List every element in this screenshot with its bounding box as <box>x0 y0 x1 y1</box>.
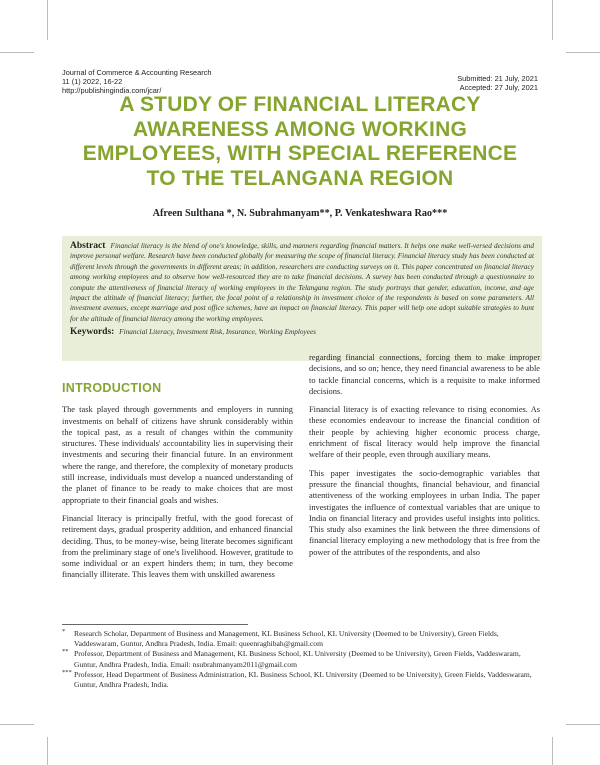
left-column <box>62 352 293 588</box>
footnote <box>62 670 540 690</box>
author-list: Afreen Sulthana *, N. Subrahmanyam**, P. Venkateshwara Rao*** <box>152 208 448 219</box>
accepted-date: Accepted: 27 July, 2021 <box>459 83 538 92</box>
paragraph: The task played through governments and employers in running investments on behalf of citizens have shrunk considerably within the topical past, as a result of changes within the community structures. These individuals' accountability lies in supervising their investments and securing their financial future. In an environment where the range, and therefore, the complexity of monetary products still increase, individuals must develop a nuanced understanding of the planet of finance to be ready to make choices that are most appropriate to their financial goals and wishes. <box>62 405 293 505</box>
keywords-text: Financial Literacy, Investment Risk, Insurance, Working Employees <box>119 328 316 337</box>
paragraph: Financial literacy is principally fretful, with the good forecast of retirement days, gradual prosperity addition, and enhanced financial deciding. Thus, to be money-wise, being literate becomes significant from the preliminary stage of one's livelihood. However, gratitude to some individual or an expert hinders them; in turn, they become financially illiterate. This leaves them with unskilled awareness <box>62 513 293 580</box>
crop-mark <box>552 0 553 40</box>
title-line: TO THE TELANGANA REGION <box>146 166 454 190</box>
footnote-divider <box>62 624 248 625</box>
crop-mark <box>566 724 600 725</box>
title-line: A STUDY OF FINANCIAL LITERACY <box>119 93 481 116</box>
paper-title <box>40 93 560 191</box>
crop-mark <box>552 737 553 765</box>
crop-mark <box>566 52 600 53</box>
crop-mark <box>47 0 48 40</box>
title-line: EMPLOYEES, WITH SPECIAL REFERENCE <box>82 142 518 165</box>
footnote-text: Professor, Department of Business and Management, KL Business School, KL University (Deemed to be University), Green Fields, Vaddeswaram, Guntur, Andhra Pradesh, India. Email: nsubrahmanyam2011@gmail.com <box>74 649 521 669</box>
paragraph: regarding financial connections, forcing them to make improper decisions, and so on; hence, they need financial awareness to be able to tackle financial concerns, which is a requisite to make informed decisions. <box>309 353 540 396</box>
paragraph: This paper investigates the socio-demographic variables that pressure the financial thoughts, financial behaviour, and financial attentiveness of the working employees in urban India. The paper investigates the influence of contextual variables that are unique to India on financial literacy and provides useful insights into politics. This study also examines the link between the three dimensions of financial literacy employing a new methodology that is free from the power of the attributes of the respondents, and also <box>309 468 540 557</box>
footnote-mark: *** <box>62 668 72 676</box>
journal-name: Journal of Commerce & Accounting Research <box>62 68 212 77</box>
abstract-label: Abstract <box>70 241 106 251</box>
crop-mark <box>0 724 34 725</box>
abstract <box>70 241 534 324</box>
journal-header <box>62 68 212 95</box>
submission-dates <box>457 74 538 92</box>
footnote-mark: ** <box>62 648 69 656</box>
keywords <box>70 327 534 337</box>
journal-issue: 11 (1) 2022, 16-22 <box>62 77 123 86</box>
footnote-text: Professor, Head Department of Business Administration, KL Business School, KL University (Deemed to be University), Green Fields, Vaddeswaram, Guntur, Andhra Pradesh, India. <box>74 669 532 690</box>
footnotes <box>62 629 540 690</box>
footnote <box>62 649 540 669</box>
right-column <box>309 352 540 565</box>
abstract-box <box>62 236 542 361</box>
footnote-text: Research Scholar, Department of Business and Management, KL Business School, KL University (Deemed to be University), Green Fields, Vaddeswaram, Guntur, Andhra Pradesh, India. Email: queenraghibah@gmail.com <box>74 629 499 649</box>
footnote <box>62 629 540 649</box>
abstract-text: Financial literacy is the blend of one's knowledge, skills, and manners regarding financial matters. It helps one make well-versed decisions and improve personal welfare. Research have been conducted globally for measuring the scope of financial literacy. Financial literacy study has been conducted at different levels through the governments in different areas; in addition, researchers are conducting surveys on it. This paper concentrated on financial literacy among working employees and to observe how well-resourced they are to take financial decisions. A survey has been conducted through a questionnaire to compute the attentiveness of financial literacy of working employees in the Telangana region. The study portrays that gender, education, income, and age impact the altitude of financial literacy; further, the focal point of a relationship in investment choice of the respondents is based on some parameters. All investment avenues, except marriage and post office schemes, have an impact on financial literacy. This paper will help one adopt suitable strategies to hunt for the altitude of financial literacy among the working employees. <box>70 242 535 323</box>
title-line: AWARENESS AMONG WORKING <box>133 117 467 141</box>
footnote-mark: * <box>62 628 66 635</box>
submitted-date: Submitted: 21 July, 2021 <box>457 74 538 83</box>
crop-mark <box>0 52 34 53</box>
journal-url[interactable]: http://publishingindia.com/jcar/ <box>62 86 162 95</box>
section-heading-introduction: INTRODUCTION <box>62 381 162 395</box>
paragraph: Financial literacy is of exacting relevance to rising economies. As these economies endeavour to increase the financial condition of their people by achieving higher economic process charge, enrichment of fiscal literacy would help improve the financial welfare of their people, even through auxiliary means. <box>309 405 540 460</box>
crop-mark <box>47 737 48 765</box>
keywords-label: Keywords: <box>70 327 115 338</box>
